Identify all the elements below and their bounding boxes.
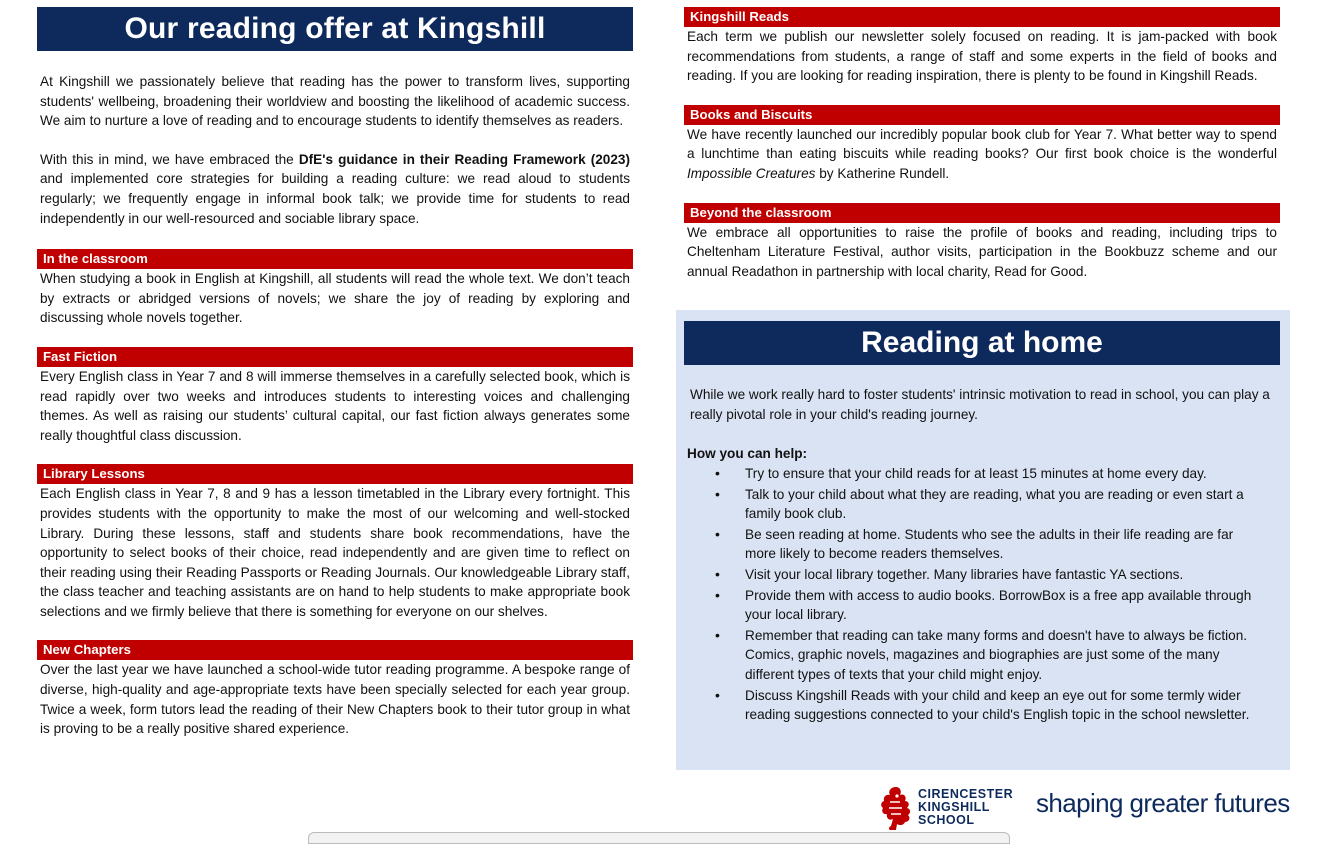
school-name-line-1: CIRENCESTER — [918, 787, 1014, 801]
body-pre: We have recently launched our incredibly popular book club for Year 7. What better way to spend a lunchtime than eating biscuits while reading books? Our first book choice is the wonderful — [687, 126, 1277, 162]
intro-2-post: and implemented core strategies for building a reading culture: we read aloud to students regularly; we frequently engage in informal book talk; we provide time for students to read independently in our well-resourced and sociable library space. — [40, 171, 630, 226]
section-kingshill-reads — [684, 7, 1280, 86]
section-body: Each English class in Year 7, 8 and 9 has a lesson timetabled in the Library every fortnight. This provides students with the opportunity to make the most of our welcoming and well-stocked Library. During these lessons, staff and students share book recommendations, have the opportunity to select books of their choice, read independently and are given time to reflect on their reading using their Reading Passports or Reading Journals. Our knowledgeable Library staff, the class teacher and teaching assistants are on hand to help students to make appropriate book selections and we firmly believe that there is something for everyone on our shelves. — [40, 486, 630, 619]
section-books-and-biscuits — [684, 105, 1280, 184]
bullet-icon: • — [715, 485, 720, 502]
list-item — [687, 686, 1277, 725]
section-body: Over the last year we have launched a school-wide tutor reading programme. A bespoke range of diverse, high-quality and age-appropriate texts have been specially selected for each year group. Twice a week, form tutors lead the reading of their New Chapters book to their tutor group in what is proving to be a really positive shared experience. — [40, 662, 630, 737]
list-item — [687, 565, 1277, 585]
section-body — [684, 125, 1280, 184]
bullet-icon: • — [715, 525, 720, 542]
list-item — [687, 485, 1277, 524]
red-lion-crest-icon — [876, 784, 914, 832]
section-in-the-classroom — [37, 249, 633, 328]
section-library-lessons — [37, 464, 633, 621]
reading-at-home-intro: While we work really hard to foster students' intrinsic motivation to read in school, you can play a really pivotal role in your child's reading journey. — [690, 387, 1270, 422]
intro-2-pre: With this in mind, we have embraced the — [40, 151, 299, 167]
section-body: We embrace all opportunities to raise the profile of books and reading, including trips to Cheltenham Literature Festival, author visits, participation in the Bookbuzz scheme and our annual Readathon in partnership with local charity, Read for Good. — [687, 224, 1277, 279]
section-new-chapters — [37, 640, 633, 738]
section-body: Every English class in Year 7 and 8 will immerse themselves in a carefully selected book, which is read rapidly over two weeks and introduces students to interesting voices and challenging themes. As well as raising our students’ cultural capital, our fast fiction always generates some really thoughtful class discussion. — [40, 368, 630, 443]
list-item — [687, 626, 1277, 685]
list-item-text: Visit your local library together. Many libraries have fantastic YA sections. — [745, 566, 1184, 582]
intro-paragraph-1: At Kingshill we passionately believe that reading has the power to transform lives, supporting students' wellbeing, broadening their worldview and boosting the likelihood of academic success. We aim to nurture a love of reading and to encourage students to identify themselves as readers. — [40, 74, 630, 129]
reading-at-home-panel — [676, 310, 1290, 770]
book-title: Impossible Creatures — [687, 165, 816, 181]
help-list — [687, 464, 1277, 726]
list-item — [687, 464, 1277, 484]
section-body: When studying a book in English at Kingshill, all students will read the whole text. We don’t teach by extracts or abridged versions of novels; we share the joy of reading by exploring and discussing whole novels together. — [40, 271, 630, 326]
bullet-icon: • — [715, 565, 720, 582]
section-body: Each term we publish our newsletter solely focused on reading. It is jam-packed with book recommendations from students, a range of staff and some experts in the field of books and reading. If you are looking for reading inspiration, there is plenty to be found in Kingshill Reads. — [687, 29, 1277, 84]
list-item — [687, 525, 1277, 564]
left-column — [37, 7, 633, 739]
section-heading: Library Lessons — [37, 464, 633, 484]
section-fast-fiction — [37, 347, 633, 445]
school-logo — [876, 784, 1016, 834]
school-tagline: shaping greater futures — [1036, 788, 1290, 818]
reading-at-home-title: Reading at home — [684, 321, 1280, 365]
list-item-text: Discuss Kingshill Reads with your child and keep an eye out for some termly wider reading suggestions connected to your child's English topic in the school newsletter. — [745, 687, 1250, 723]
list-item-text: Provide them with access to audio books. BorrowBox is a free app available through your local library. — [745, 587, 1252, 623]
list-item-text: Talk to your child about what they are reading, what you are reading or even start a family book club. — [745, 486, 1244, 522]
section-heading: Kingshill Reads — [684, 7, 1280, 27]
school-name-line-3: SCHOOL — [918, 813, 975, 827]
list-item-text: Remember that reading can take many forms and doesn't have to always be fiction. Comics, graphic novels, magazines and biographies are just some of the many different types of texts that your child might enjoy. — [745, 627, 1248, 682]
section-heading: Books and Biscuits — [684, 105, 1280, 125]
section-heading: New Chapters — [37, 640, 633, 660]
window-bottom-scrollbar[interactable] — [308, 832, 1010, 844]
section-heading: Fast Fiction — [37, 347, 633, 367]
school-name-line-2: KINGSHILL — [918, 800, 990, 814]
body-post: by Katherine Rundell. — [815, 165, 950, 181]
bullet-icon: • — [715, 586, 720, 603]
section-heading: Beyond the classroom — [684, 203, 1280, 223]
list-item-text: Try to ensure that your child reads for at least 15 minutes at home every day. — [745, 466, 1207, 481]
section-heading: In the classroom — [37, 249, 633, 269]
list-item — [687, 586, 1277, 625]
bullet-icon: • — [715, 626, 720, 643]
how-you-can-help-heading: How you can help: — [687, 446, 808, 461]
page-title: Our reading offer at Kingshill — [37, 7, 633, 51]
right-column — [684, 7, 1280, 281]
dfe-guidance-reference: DfE's guidance in their Reading Framework (2023) — [298, 151, 631, 167]
list-item-text: Be seen reading at home. Students who see the adults in their life reading are far more likely to become readers themselves. — [745, 526, 1234, 562]
section-beyond-the-classroom — [684, 203, 1280, 282]
bullet-icon: • — [715, 465, 720, 481]
intro-paragraph-2 — [37, 150, 633, 228]
school-name — [918, 788, 1013, 827]
bullet-icon: • — [715, 686, 720, 703]
